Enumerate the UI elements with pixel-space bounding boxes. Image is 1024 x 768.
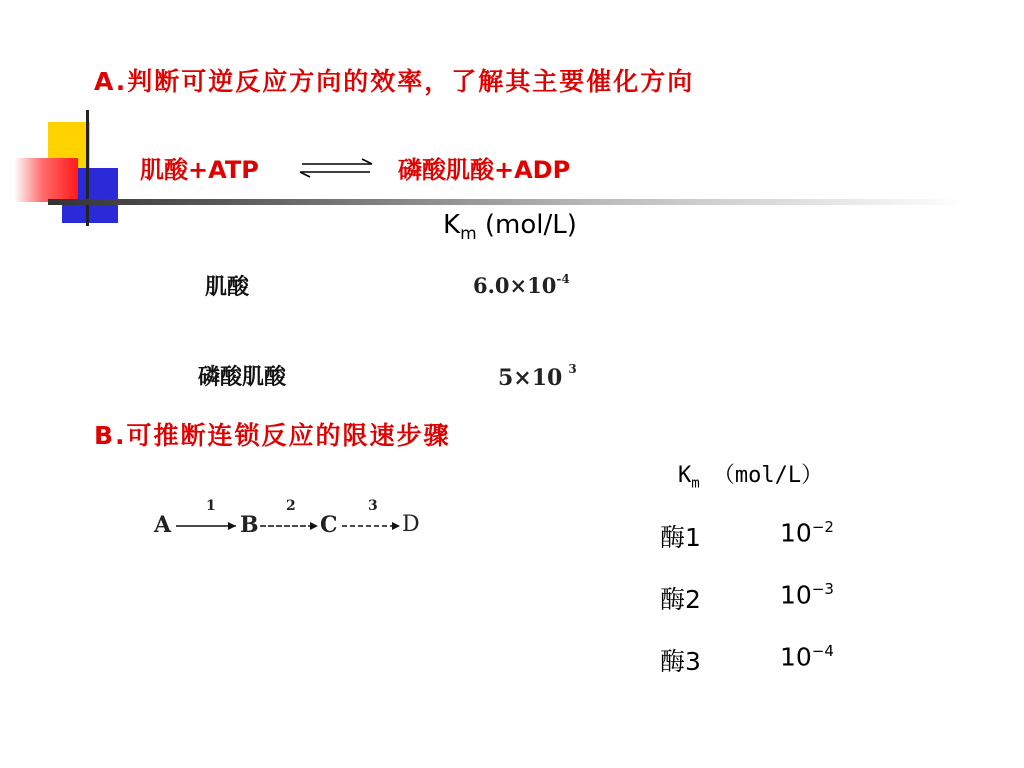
chain-node: D [402, 512, 420, 537]
reaction-right: 磷酸肌酸+ADP [398, 156, 571, 184]
enzyme-km: $10^{-2}$ [780, 518, 834, 548]
reaction-left: 肌酸+ATP [140, 156, 259, 184]
deco-horizontal-rule [48, 199, 968, 205]
enzyme-name: 酶3 [660, 647, 701, 676]
chain-arrows-icon [140, 500, 440, 546]
km-value: $6.0\times 10^{-4}$ [473, 272, 570, 298]
chain-node: C [320, 512, 338, 538]
deco-red-square [14, 158, 78, 202]
km-header-b: $K_m$ （mol/L） [678, 463, 824, 492]
km-header-a: $K_m$ (mol/L) [443, 210, 577, 245]
reversible-arrow-icon [296, 156, 376, 180]
enzyme-km: $10^{-3}$ [780, 580, 834, 610]
step-label: 1 [206, 498, 216, 514]
section-a-heading: A.判断可逆反应方向的效率，了解其主要催化方向 [94, 67, 695, 96]
step-label: 3 [368, 498, 378, 514]
enzyme-name: 酶1 [660, 523, 701, 552]
km-value: 5×10 $^3$ [498, 362, 577, 391]
section-b-heading: B.可推断连锁反应的限速步骤 [94, 421, 451, 450]
substrate-name: 磷酸肌酸 [198, 365, 287, 390]
enzyme-km: $10^{-4}$ [780, 642, 834, 672]
step-label: 2 [286, 498, 296, 514]
chain-node: B [240, 512, 259, 538]
enzyme-name: 酶2 [660, 585, 701, 614]
chain-node: A [154, 512, 172, 538]
substrate-name: 肌酸 [205, 275, 250, 300]
deco-vertical-line [86, 110, 89, 226]
chain-reaction-diagram [140, 500, 440, 546]
